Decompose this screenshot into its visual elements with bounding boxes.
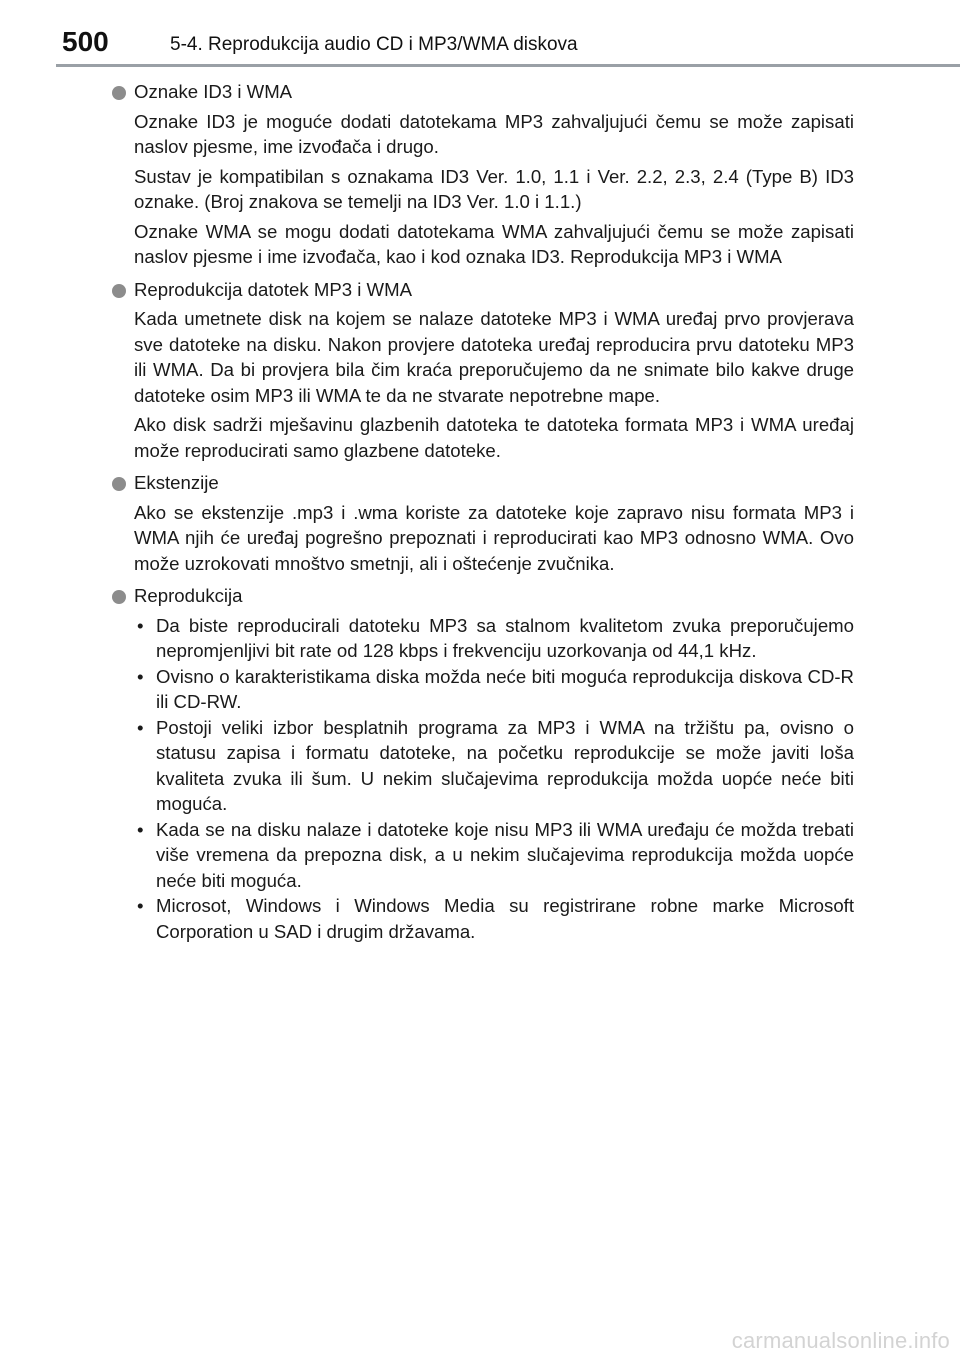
paragraph: Sustav je kompatibilan s oznakama ID3 Ver. 1.0, 1.1 i Ver. 2.2, 2.3, 2.4 (Type B) ID3 oznake. (Broj znakova se temelji na ID3 Ver. 1.0 i 1.1.)	[134, 165, 854, 212]
bullet-icon: •	[137, 665, 144, 687]
list-item	[134, 664, 854, 715]
list-item	[134, 817, 854, 894]
chapter-title: 5-4. Reprodukcija audio CD i MP3/WMA diskova	[170, 34, 578, 55]
bullet-list	[134, 613, 854, 945]
list-item-text: Postoji veliki izbor besplatnih programa za MP3 i WMA na tržištu pa, ovisno o statusu zapisa i formatu datoteke, na početku reprodukcije se može javiti loša kvaliteta zvuka ili šum. U nekim slučajevima reprodukcija možda uopće neće biti moguća.	[156, 716, 854, 814]
watermark-logo: carmanualsonline.info	[731, 1328, 950, 1353]
paragraph: Kada umetnete disk na kojem se nalaze datoteke MP3 i WMA uređaj prvo provjerava sve datoteke na disku. Nakon provjere datoteka uređaj reproducira prvu datoteku MP3 ili WMA. Da bi provjera bila čim kraća preporučujemo da ne snimate bilo kakve druge datoteke osim MP3 ili WMA te da ne stvarate nepotrebne mape.	[134, 308, 854, 406]
paragraph: Ako disk sadrži mješavinu glazbenih datoteka te datoteka formata MP3 i WMA uređaj može reproducirati samo glazbene datoteke.	[134, 414, 854, 461]
paragraph: Oznake WMA se mogu dodati datotekama WMA zahvaljujući čemu se može zapisati naslov pjesme i ime izvođača, kao i kod oznaka ID3. Reprodukcija MP3 i WMA	[134, 220, 854, 267]
section-title: Reprodukcija	[134, 585, 243, 606]
section-extensions	[112, 470, 854, 576]
paragraph: Oznake ID3 je moguće dodati datotekama MP3 zahvaljujući čemu se može zapisati naslov pjesme, ime izvođača i drugo.	[134, 110, 854, 157]
bullet-icon: •	[137, 716, 144, 738]
bullet-icon: •	[137, 818, 144, 840]
section-playback-files	[112, 277, 854, 464]
section-playback	[112, 583, 854, 944]
list-item-text: Kada se na disku nalaze i datoteke koje nisu MP3 ili WMA uređaju će možda trebati više vremena da prepozna disk, a u nekim slučajevima reprodukcija možda uopće neće biti moguća.	[156, 818, 854, 891]
section-bullet-icon	[112, 284, 126, 298]
paragraph: Ako se ekstenzije .mp3 i .wma koriste za datoteke koje zapravo nisu formata MP3 i WMA njih će uređaj pogrešno prepoznati i reproducirati kao MP3 odnosno WMA. Ovo može uzrokovati mnoštvo smetnji, ali i oštećenje zvučnika.	[134, 501, 854, 574]
section-bullet-icon	[112, 590, 126, 604]
page-number: 500	[62, 26, 109, 57]
page-header	[0, 0, 960, 66]
section-id3-wma	[112, 79, 854, 270]
list-item	[134, 613, 854, 664]
list-item-text: Microsot, Windows i Windows Media su registrirane robne marke Microsoft Corporation u SAD i drugim državama.	[156, 895, 854, 942]
list-item	[134, 893, 854, 944]
section-title: Reprodukcija datotek MP3 i WMA	[134, 278, 412, 300]
list-item-text: Ovisno o karakteristikama diska možda neće biti moguća reprodukcija diskova CD-R ili CD-RW.	[156, 665, 854, 712]
section-title: Ekstenzije	[134, 472, 219, 493]
section-bullet-icon	[112, 477, 126, 491]
bullet-icon: •	[137, 614, 144, 636]
page-content	[112, 79, 854, 951]
bullet-icon: •	[137, 895, 144, 916]
section-title: Oznake ID3 i WMA	[134, 81, 293, 102]
header-divider	[56, 64, 960, 67]
section-bullet-icon	[112, 86, 126, 100]
list-item	[134, 715, 854, 817]
list-item-text: Da biste reproducirali datoteku MP3 sa stalnom kvalitetom zvuka preporučujemo nepromjenljivi bit rate od 128 kbps i frekvenciju uzorkovanja od 44,1 kHz.	[156, 614, 854, 661]
